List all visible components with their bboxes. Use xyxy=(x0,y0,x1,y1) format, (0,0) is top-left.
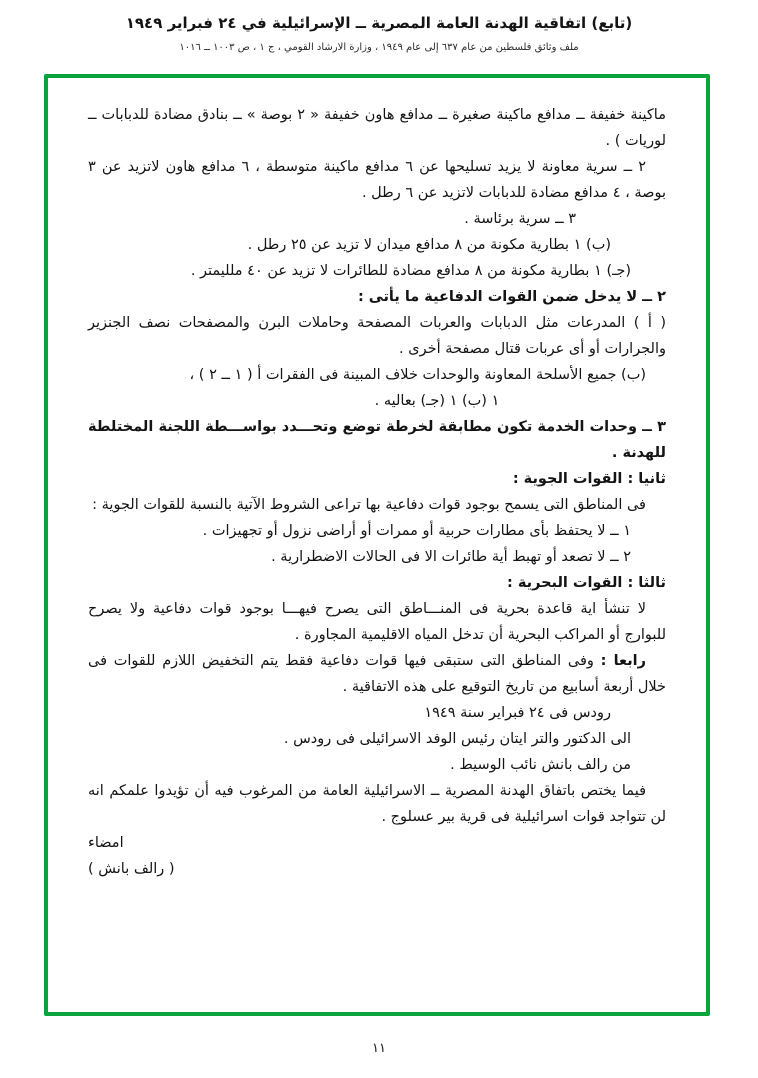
section-third-heading: ثالثا : القوات البحرية : xyxy=(506,575,666,591)
signature-name: ( رالف بانش ) xyxy=(88,861,175,877)
sender-line: من رالف بانش نائب الوسيط . xyxy=(450,757,631,773)
signature-label: امضاء xyxy=(88,835,124,851)
clause-2-item-b: (ب) جميع الأسلحة المعاونة والوحدات خلاف المبينة فى الفقرات أ ( ١ ــ ٢ ) ، xyxy=(189,367,646,383)
naval-forces-text: لا تنشأ اية قاعدة بحرية فى المنـــاطق التى يصرح فيهـــا بوجود قوات دفاعية ولا يصرح للبوارج أو المراكب البحرية أن تدخل المياه الاقليمية المجاورة . xyxy=(88,601,666,643)
page-number: ١١ xyxy=(372,1041,386,1056)
page-header xyxy=(0,14,758,53)
fourth-clause xyxy=(88,648,666,700)
list-item-2: ٢ ــ سرية معاونة لا يزيد تسليحها عن ٦ مدافع ماكينة متوسطة ، ٦ مدافع هاون لاتزيد عن ٣ بوصة ، ٤ مدافع مضادة للدبابات لاتزيد عن ٦ رطل . xyxy=(88,159,666,201)
document-body xyxy=(48,78,706,882)
paragraph-continuation: ماكينة خفيفة ــ مدافع ماكينة صغيرة ــ مدافع هاون خفيفة « ٢ بوصة » ــ بنادق مضادة للدبابات ــ لوريات ) . xyxy=(88,107,666,149)
document-source-citation: ملف وثائق فلسطين من عام ٦٣٧ إلى عام ١٩٤٩ ، وزارة الارشاد القومي ، ج ١ ، ص ١٠٠٣ ــ ١٠١٦ xyxy=(179,42,579,53)
list-item-b: (ب) ١ بطارية مكونة من ٨ مدافع ميدان لا تزيد عن ٢٥ رطل . xyxy=(247,237,611,253)
air-forces-intro: فى المناطق التى يسمح بوجود قوات دفاعية بها تراعى الشروط الآتية بالنسبة للقوات الجوية : xyxy=(92,497,646,513)
addressee-line: الى الدكتور والتر ايتان رئيس الوفد الاسرائيلى فى رودس . xyxy=(283,731,631,747)
green-highlight-frame xyxy=(44,74,710,1016)
clause-2-heading: ٢ ــ لا يدخل ضمن القوات الدفاعية ما يأتى : xyxy=(357,289,666,305)
list-item-c: (جـ) ١ بطارية مكونة من ٨ مدافع مضادة للطائرات لا تزيد عن ٤٠ ملليمتر . xyxy=(190,263,631,279)
clause-3-text: ٣ ــ وحدات الخدمة تكون مطابقة لخرطة توضع وتحـــدد بواســـطة اللجنة المختلطة للهدنة . xyxy=(88,419,666,461)
fourth-clause-text: وفى المناطق التى ستبقى فيها قوات دفاعية فقط يتم التخفيض اللازم للقوات فى خلال أربعة أسابيع من تاريخ التوقيع على هذه الاتفاقية . xyxy=(88,653,666,695)
clause-2-item-a: ( أ ) المدرعات مثل الدبابات والعربات المصفحة وحاملات البرن والمصفحات نصف الجنزير والجرارات أو أى عربات قتال مصفحة أخرى . xyxy=(88,315,666,357)
dateline: رودس فى ٢٤ فبراير سنة ١٩٤٩ xyxy=(424,705,611,721)
air-item-1: ١ ــ لا يحتفظ بأى مطارات حربية أو ممرات أو أراضى نزول أو تجهيزات . xyxy=(202,523,631,539)
fourth-clause-label: رابعا : xyxy=(600,653,646,669)
clause-2-item-b-continued: ١ (ب) ١ (جـ) بعاليه . xyxy=(374,393,500,409)
air-item-2: ٢ ــ لا تصعد أو تهبط أية طائرات الا فى الحالات الاضطرارية . xyxy=(271,549,631,565)
section-second-heading: ثانيا : القوات الجوية : xyxy=(512,471,666,487)
document-title: (تابع) اتفاقية الهدنة العامة المصرية ــ الإسرائيلية في ٢٤ فبراير ١٩٤٩ xyxy=(125,14,633,32)
closing-paragraph: فيما يختص باتفاق الهدنة المصرية ــ الاسرائيلية العامة من المرغوب فيه أن تؤيدوا علمكم انه لن تتواجد قوات اسرائيلية فى قرية بير عسلوج . xyxy=(88,783,666,825)
list-item-3: ٣ ــ سرية برئاسة . xyxy=(464,211,576,227)
